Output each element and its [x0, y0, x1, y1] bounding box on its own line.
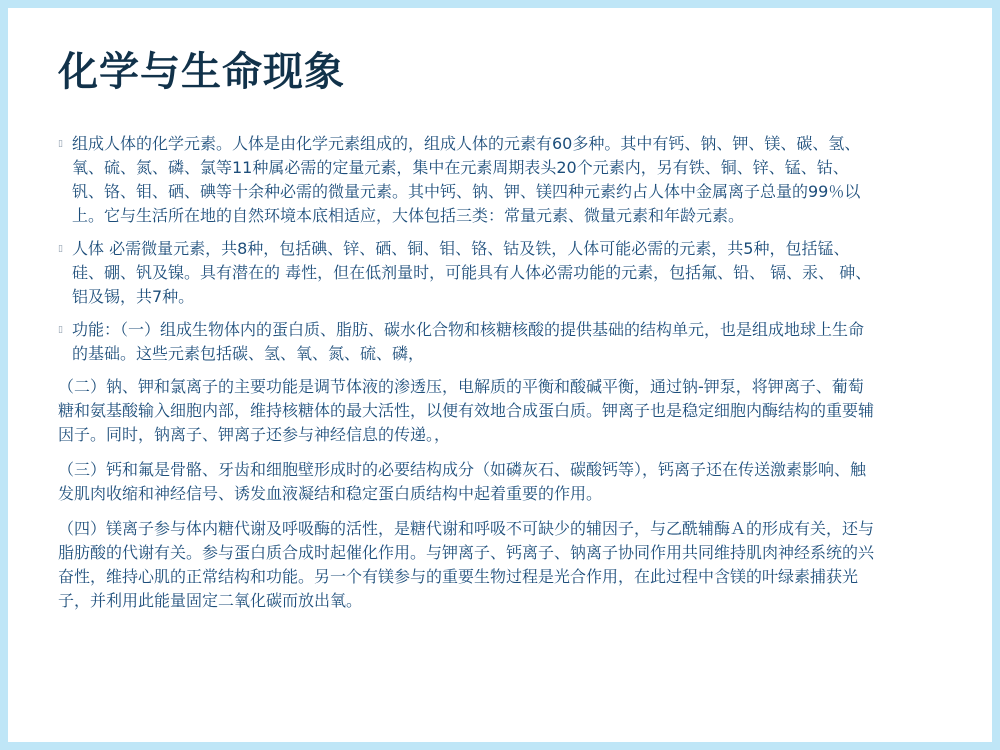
bullet-icon: ▯: [58, 325, 63, 335]
bullet-icon: ▯: [58, 139, 63, 149]
slide-body: [58, 132, 878, 624]
body-paragraph: [58, 375, 878, 447]
bullet-paragraph: [58, 318, 878, 366]
body-paragraph: [58, 517, 878, 613]
bullet-icon: ▯: [58, 244, 63, 254]
bullet-text: 组成人体的化学元素。人体是由化学元素组成的，组成人体的元素有60多种。其中有钙、钠、钾、镁、碳、氢、氧、硫、氮、磷、氯等11种属必需的定量元素，集中在元素周期表头20个元素内，另有铁、铜、锌、锰、钴、钒、铬、钼、硒、碘等十余种必需的微量元素。其中钙、钠、钾、镁四种元素约占人体中金属离子总量的99％以上。它与生活所在地的自然环境本底相适应，大体包括三类：常量元素、微量元素和年龄元素。: [72, 134, 861, 225]
paragraph-text: （三）钙和氟是骨骼、牙齿和细胞壁形成时的必要结构成分（如磷灰石、碳酸钙等），钙离子还在传送激素影响、触发肌肉收缩和神经信号、诱发血液凝结和稳定蛋白质结构中起着重要的作用。: [58, 460, 867, 503]
paragraph-text: （二）钠、钾和氯离子的主要功能是调节体液的渗透压，电解质的平衡和酸碱平衡，通过钠-钾泵，将钾离子、葡萄糖和氨基酸输入细胞内部，维持核糖体的最大活性，以便有效地合成蛋白质。钾离子也是稳定细胞内酶结构的重要辅因子。同时，钠离子、钾离子还参与神经信息的传递。，: [58, 377, 875, 444]
bullet-paragraph: [58, 237, 878, 309]
slide-title: 化学与生命现象: [58, 49, 345, 95]
bullet-paragraph: [58, 132, 878, 228]
bullet-text: 功能：（一）组成生物体内的蛋白质、脂肪、碳水化合物和核糖核酸的提供基础的结构单元，也是组成地球上生命的基础。这些元素包括碳、氢、氧、氮、硫、磷，: [72, 320, 865, 363]
body-paragraph: [58, 458, 878, 506]
paragraph-text: （四）镁离子参与体内糖代谢及呼吸酶的活性，是糖代谢和呼吸不可缺少的辅因子，与乙酰辅酶Ａ的形成有关，还与脂肪酸的代谢有关。参与蛋白质合成时起催化作用。与钾离子、钙离子、钠离子协同作用共同维持肌肉神经系统的兴奋性，维持心肌的正常结构和功能。另一个有镁参与的重要生物过程是光合作用，在此过程中含镁的叶绿素捕获光子，并利用此能量固定二氧化碳而放出氧。: [58, 519, 875, 610]
bullet-text: 人体 必需微量元素，共8种，包括碘、锌、硒、铜、钼、铬、钴及铁，人体可能必需的元素，共5种，包括锰、硅、硼、钒及镍。具有潜在的 毒性，但在低剂量时，可能具有人体必需功能的元素，包括氟、铅、 镉、汞、 砷、 铝及锡，共7种。: [72, 239, 872, 306]
